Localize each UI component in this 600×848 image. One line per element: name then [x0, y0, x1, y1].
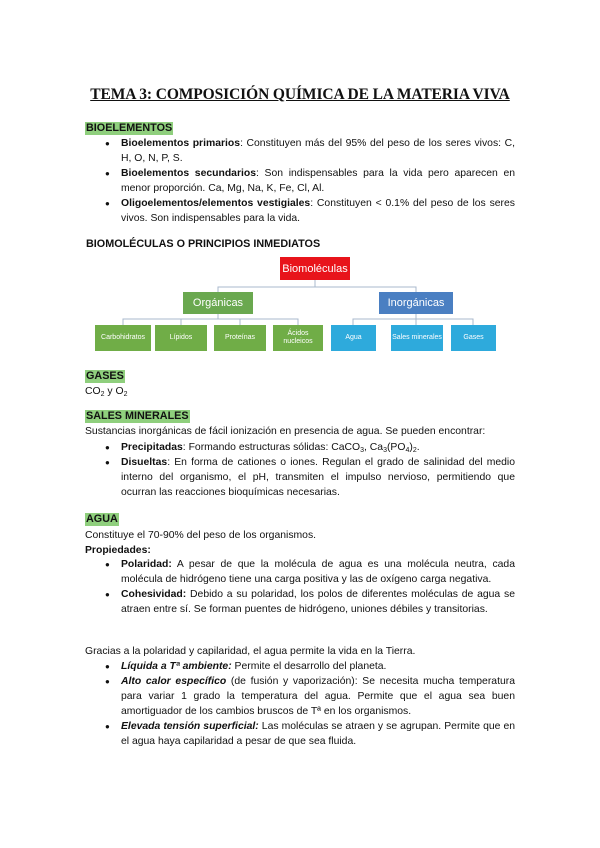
definition: Las moléculas se atraen y se agrupan. Permite que en el agua haya capilaridad a pesar de que sea fluida. — [121, 721, 516, 747]
list-item — [85, 659, 515, 674]
term: Bioelementos primarios — [121, 138, 241, 149]
term: Disueltas — [121, 457, 168, 468]
definition: : Constituyen < 0.1% del peso de los seres vivos. Son indispensables para la vida. — [121, 198, 515, 224]
section-heading-bioelementos: BIOELEMENTOS — [86, 122, 173, 134]
definition: Debido a su polaridad, los polos de diferentes moléculas de agua se atraen entre sí. Se forman puentes de hidrógeno, uniones débiles y transitorias. — [121, 589, 515, 615]
subscript: 4 — [405, 447, 410, 454]
vida-list — [85, 659, 515, 749]
diagram-leaf-acidos-nucleicos: Ácidos nucleicos — [273, 325, 323, 351]
gases-text — [85, 384, 515, 399]
list-item — [85, 719, 515, 749]
term: Polaridad: — [121, 559, 172, 570]
diagram-leaf-agua: Agua — [331, 325, 376, 351]
subscript: 3 — [383, 447, 387, 454]
diagram-leaf-gases: Gases — [451, 325, 496, 351]
subscript: 2 — [123, 391, 128, 398]
diagram-node-organicas: Orgánicas — [183, 292, 253, 314]
diagram-leaf-lipidos: Lípidos — [155, 325, 207, 351]
definition: : En forma de cationes o iones. Regulan el grado de salinidad del medio interno del organismo, el pH, transmiten el impulso nervioso, permitiendo que ocurran las reacciones bioquímicas necesarias. — [121, 457, 515, 498]
definition: Permite el desarrollo del planeta. — [231, 661, 387, 672]
definition: ) — [409, 442, 413, 453]
section-heading-biomoleculas: BIOMOLÉCULAS O PRINCIPIOS INMEDIATOS — [86, 238, 321, 250]
subscript: 2 — [100, 391, 105, 398]
section-heading-sales-minerales: SALES MINERALES — [86, 410, 189, 422]
section-heading-gases: GASES — [86, 370, 124, 382]
agua-intro: Constituye el 70-90% del peso de los organismos. — [85, 530, 317, 541]
term: Cohesividad: — [121, 589, 187, 600]
sales-intro: Sustancias inorgánicas de fácil ionización en presencia de agua. Se pueden encontrar: — [85, 426, 486, 437]
definition: (PO — [386, 442, 406, 453]
diagram-leaf-proteinas: Proteínas — [214, 325, 266, 351]
term: Precipitadas — [121, 442, 183, 453]
diagram-leaf-sales-minerales: Sales minerales — [391, 325, 443, 351]
definition: : Formando estructuras sólidas: CaCO — [182, 442, 361, 453]
definition: : Son indispensables para la vida pero aparecen en menor proporción. Ca, Mg, Na, K, Fe, Cl, Al. — [121, 168, 516, 194]
propiedades-label: Propiedades: — [85, 545, 151, 556]
propiedades-list — [85, 557, 515, 617]
term: Elevada tensión superficial: — [121, 721, 259, 732]
definition: : Constituyen más del 95% del peso de los seres vivos: C, H, O, N, P, S. — [121, 138, 515, 164]
diagram-connectors — [0, 0, 600, 360]
diagram-node-biomoleculas: Biomoléculas — [280, 257, 350, 280]
list-item — [85, 440, 515, 455]
definition: (de fusión y vaporización): Se necesita mucha temperatura para variar 1 grado la temperatura del agua. Permite que el agua sea buen amortiguador de los cambios bruscos de Tª en los organismos. — [121, 676, 515, 717]
diagram-leaf-carbohidratos: Carbohidratos — [95, 325, 151, 351]
formula-co: CO — [85, 386, 101, 397]
section-heading-agua: AGUA — [86, 513, 118, 525]
definition: , Ca — [364, 442, 384, 453]
list-item — [85, 557, 515, 587]
subscript: 2 — [412, 447, 417, 454]
list-item — [85, 455, 515, 500]
page-title: TEMA 3: COMPOSICIÓN QUÍMICA DE LA MATERIA VIVA — [90, 86, 510, 103]
gracias-text: Gracias a la polaridad y capilaridad, el agua permite la vida en la Tierra. — [85, 646, 416, 657]
list-item — [85, 587, 515, 617]
term: Alto calor específico — [121, 676, 227, 687]
definition: A pesar de que la molécula de agua es una molécula neutra, cada molécula de hidrógeno tiene una carga positiva y las de oxígeno carga negativa. — [121, 559, 515, 585]
definition: . — [416, 442, 420, 453]
list-item — [85, 674, 515, 719]
term: Líquida a Tª ambiente: — [121, 661, 232, 672]
diagram-node-inorganicas: Inorgánicas — [379, 292, 453, 314]
term: Oligoelementos/elementos vestigiales — [121, 198, 311, 209]
term: Bioelementos secundarios — [121, 168, 257, 179]
subscript: 3 — [360, 447, 364, 454]
sales-list — [85, 440, 515, 500]
formula-o: y O — [104, 386, 124, 397]
